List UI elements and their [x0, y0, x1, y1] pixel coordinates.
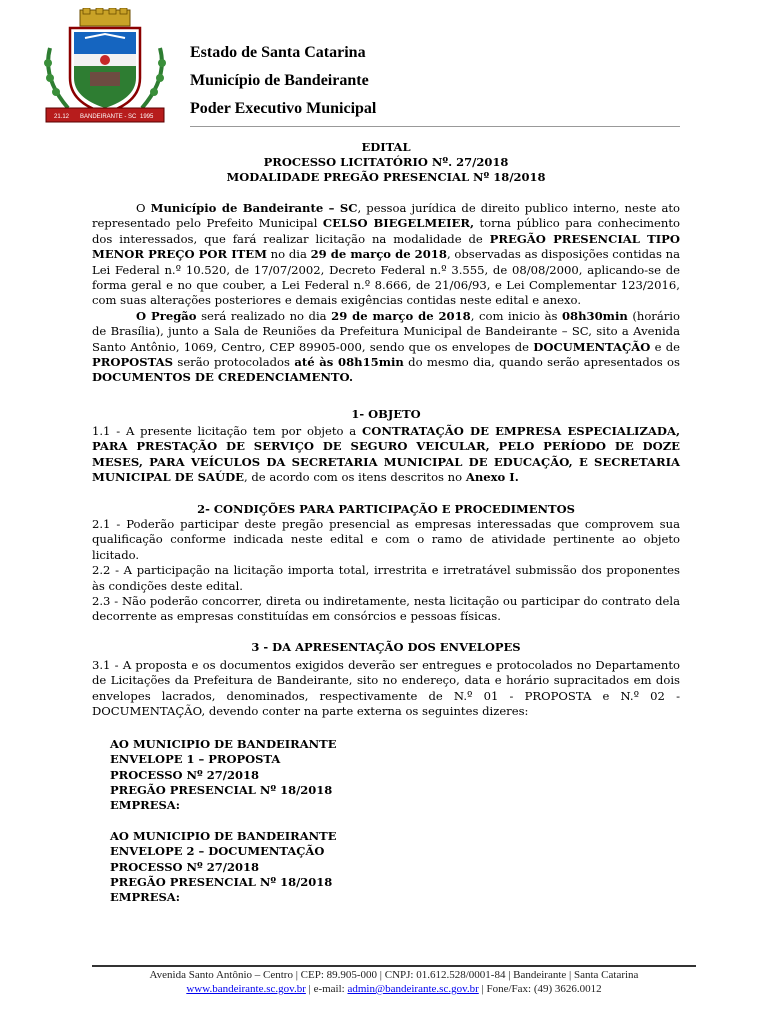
header-municipality: Município de Bandeirante	[190, 72, 369, 89]
section-1-title: 1- OBJETO	[351, 407, 421, 421]
process-number: PROCESSO LICITATÓRIO Nº. 27/2018	[263, 155, 509, 169]
section-2-2: 2.2 - A participação na licitação importa total, irrestrita e irretratável submissão dos proponentes às condições deste edital.	[92, 563, 680, 593]
envelope-2-line: AO MUNICIPIO DE BANDEIRANTE	[110, 829, 337, 843]
envelope-1-line: ENVELOPE 1 – PROPOSTA	[110, 752, 281, 767]
header-power: Poder Executivo Municipal	[190, 100, 377, 117]
edital-title: EDITAL	[361, 140, 411, 154]
crest-banner-center: BANDEIRANTE - SC	[80, 114, 137, 120]
footer-address: Avenida Santo Antônio – Centro | CEP: 89.905-000 | CNPJ: 01.612.528/0001-84 | Bandeirante | Santa Catarina	[149, 969, 639, 981]
envelope-2-block	[110, 829, 337, 905]
envelope-2-line: PROCESSO Nº 27/2018	[110, 859, 259, 874]
crest-banner-right: 1995	[140, 114, 154, 120]
section-1-paragraph: 1.1 - A presente licitação tem por objeto a CONTRATAÇÃO DE EMPRESA ESPECIALIZADA, PARA PRESTAÇÃO DE SERVIÇO DE SEGURO VEICULAR, PELO PERÍODO DE DOZE MESES, PARA VEÍCULOS DA SECRETARIA MUNICIPAL DE EDUCAÇÃO, E SECRETARIA MUNICIPAL DE SAÚDE, de acordo com os itens descritos no Anexo I.	[92, 424, 680, 485]
crest-banner-left: 21.12	[54, 114, 70, 120]
footer-contact	[92, 983, 696, 995]
envelope-1-block	[110, 737, 337, 813]
email-link[interactable]: admin@bandeirante.sc.gov.br	[347, 983, 479, 995]
phone-text: | Fone/Fax: (49) 3626.0012	[478, 983, 602, 995]
section-2-1: 2.1 - Poderão participar deste pregão presencial as empresas interessadas que comprovem sua qualificação conforme indicada neste edital e com o ramo de atividade pertinente ao objeto licitado.	[92, 517, 680, 562]
section-2-body	[92, 517, 680, 625]
intro-paragraph-1: O Município de Bandeirante – SC, pessoa jurídica de direito publico interno, neste ato representado pelo Prefeito Municipal CELSO BIEGELMEIER, torna público para conhecimento dos interessados, que fará realizar licitação na modalidade de PREGÃO PRESENCIAL TIPO MENOR PREÇO POR ITEM no dia 29 de março de 2018, observadas as disposições contidas na Lei Federal n.º 10.520, de 17/07/2002, Decreto Federal n.º 3.555, de 08/08/2000, aplicando-se de forma geral e no que couber, a Lei Federal n.º 8.666, de 21/06/93, e Lei Complementar 123/2016, com suas alterações posteriores e demais exigências contidas neste edital e anexo.	[92, 201, 681, 308]
intro-paragraph-2: O Pregão será realizado no dia 29 de março de 2018, com inicio às 08h30min (horário de Brasília), junto a Sala de Reuniões da Prefeitura Municipal de Bandeirante – SC, sito a Avenida Santo Antônio, 1069, Centro, CEP 89905-000, sendo que os envelopes de DOCUMENTAÇÃO e de PROPOSTAS serão protocolados até às 08h15min do mesmo dia, quando serão apresentados os DOCUMENTOS DE CREDENCIAMENTO.	[92, 308, 681, 385]
section-1-body	[92, 424, 680, 486]
envelope-2-line: ENVELOPE 2 – DOCUMENTAÇÃO	[110, 844, 325, 859]
envelope-1-line: PREGÃO PRESENCIAL Nº 18/2018	[110, 782, 333, 797]
envelope-1-line: EMPRESA:	[110, 798, 180, 813]
intro-section	[92, 201, 680, 386]
envelope-2-line: PREGÃO PRESENCIAL Nº 18/2018	[110, 874, 333, 889]
section-3-title: 3 - DA APRESENTAÇÃO DOS ENVELOPES	[251, 640, 521, 654]
modality-title: MODALIDADE PREGÃO PRESENCIAL Nº 18/2018	[226, 170, 546, 184]
section-3-1: 3.1 - A proposta e os documentos exigidos deverão ser entregues e protocolados no Departamento de Licitações da Prefeitura de Bandeirante, sito no endereço, data e horário supracitados em dois envelopes lacrados, denominados, respectivamente de N.º 01 - PROPOSTA e N.º 02 - DOCUMENTAÇÃO, devendo conter na parte externa os seguintes dizeres:	[92, 658, 680, 719]
header-divider	[190, 126, 680, 127]
section-2-title: 2- CONDIÇÕES PARA PARTICIPAÇÃO E PROCEDIMENTOS	[197, 502, 575, 516]
website-link[interactable]: www.bandeirante.sc.gov.br	[186, 983, 306, 995]
section-3-body	[92, 658, 680, 720]
municipal-crest-logo	[40, 8, 170, 128]
envelope-2-line: EMPRESA:	[110, 890, 180, 905]
envelope-1-line: PROCESSO Nº 27/2018	[110, 767, 259, 782]
footer-divider	[92, 965, 696, 967]
section-2-3: 2.3 - Não poderão concorrer, direta ou indiretamente, nesta licitação ou participar do contrato dela decorrente as empresas constituídas em consórcios e pessoas físicas.	[92, 594, 680, 624]
envelope-1-line: AO MUNICIPIO DE BANDEIRANTE	[110, 737, 337, 751]
email-label: | e-mail:	[305, 983, 348, 995]
header-state: Estado de Santa Catarina	[190, 44, 366, 61]
